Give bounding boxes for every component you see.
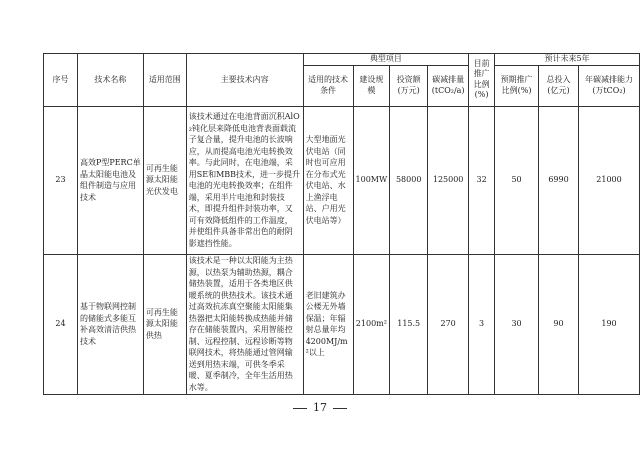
row-conditions: 老旧建筑办公楼无外墙保温；年辐射总量年均4200MJ/m²以上 [303, 254, 353, 394]
row-co2: 270 [428, 254, 469, 394]
row-content: 该技术通过在电池背面沉积AlO₂钝化层来降低电池背表面载流子复合量，提升电池的长波响应，从而提高电池光电转换效率。与此同时，在电池端，采用SE和MBB技术，进一步提升电池的光电转换效率；在组件端，采用半片电池和封装技术，即提升组件封装功率，又可有效降低组件的工作温度，并使组件具备非常出色的耐阴影遮挡性能。 [186, 106, 303, 254]
header-annual-co2: 年碳减排能力(万tCO₂) [579, 65, 640, 106]
header-scale: 建设规模 [353, 65, 390, 106]
row-tech-name: 高效P型PERC单晶太阳能电池及组件制造与应用技术 [77, 106, 143, 254]
technology-table [43, 53, 640, 395]
header-conditions: 适用的技术条件 [303, 65, 353, 106]
table-row [44, 106, 640, 254]
page-dash-left [293, 408, 307, 409]
row-total-invest: 90 [539, 254, 579, 394]
row-investment: 58000 [390, 106, 428, 254]
row-seq: 24 [44, 254, 78, 394]
page-number: 17 [313, 401, 327, 414]
row-content: 该技术是一种以太阳能为主热源，以热泵为辅助热源，耦合储热装置，适用于各类地区供暖系统的供热技术。该技术通过高效抗冻真空聚能太阳能集热器把太阳能转换成热能并储存在储能装置内，采用智能控制、远程控制、远程诊断等物联网技术，将热能通过管网输送到用热末端，可供冬季采暖、夏季制冷，全年生活用热水等。 [186, 254, 303, 394]
header-content: 主要技术内容 [186, 54, 303, 107]
row-target-rate: 30 [495, 254, 539, 394]
header-total-invest: 总投入(亿元) [539, 65, 579, 106]
row-target-rate: 50 [495, 106, 539, 254]
header-tech-name: 技术名称 [77, 54, 143, 107]
row-seq: 23 [44, 106, 78, 254]
header-scope: 适用范围 [143, 54, 186, 107]
row-current-rate: 3 [469, 254, 495, 394]
row-co2: 125000 [428, 106, 469, 254]
header-current-rate: 目前推广比例(%) [469, 54, 495, 107]
row-scale: 100MW [353, 106, 390, 254]
page-footer [0, 401, 640, 414]
header-co2: 碳减排量(tCO₂/a) [428, 65, 469, 106]
row-investment: 115.5 [390, 254, 428, 394]
header-forecast: 预计未来5年 [495, 54, 640, 66]
row-annual-co2: 190 [579, 254, 640, 394]
row-conditions: 大型地面光伏电站（同时也可应用在分布式光伏电站、水上渔浮电站、户用光伏电站等） [303, 106, 353, 254]
header-seq: 序号 [44, 54, 78, 107]
page-dash-right [333, 408, 347, 409]
row-scale: 2100m² [353, 254, 390, 394]
row-current-rate: 32 [469, 106, 495, 254]
header-typical-project: 典型项目 [303, 54, 469, 66]
row-annual-co2: 21000 [579, 106, 640, 254]
header-target-rate: 预期推广比例(%) [495, 65, 539, 106]
row-scope: 可再生能源太阳能供热 [143, 254, 186, 394]
header-investment: 投资额(万元) [390, 65, 428, 106]
row-total-invest: 6990 [539, 106, 579, 254]
table-row [44, 254, 640, 394]
row-scope: 可再生能源太阳能光伏发电 [143, 106, 186, 254]
row-tech-name: 基于物联网控制的储能式多能互补高效清洁供热技术 [77, 254, 143, 394]
